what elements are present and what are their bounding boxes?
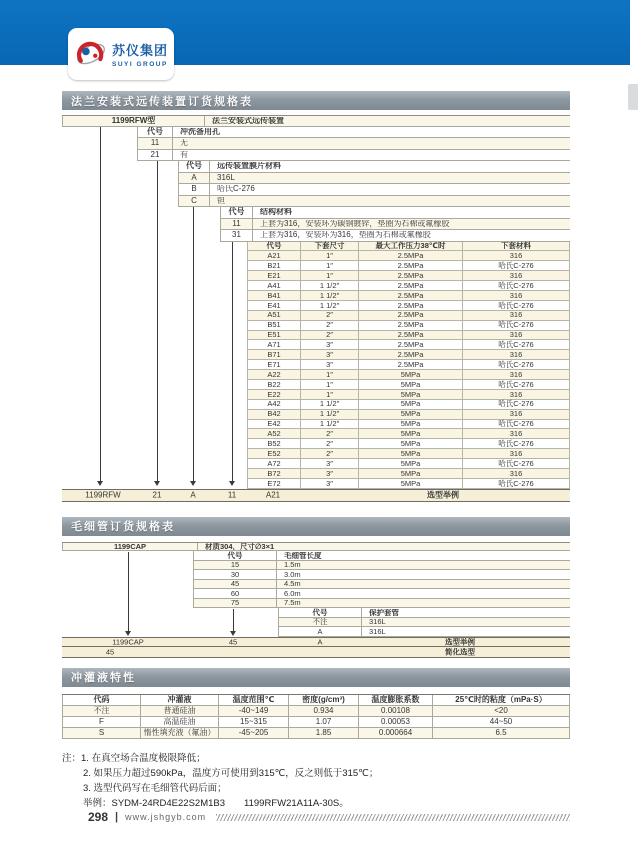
- table-row: [62, 717, 570, 728]
- table-header-row: [62, 695, 570, 706]
- material-cell: 316: [462, 390, 570, 399]
- table-row: [247, 331, 570, 341]
- section1-title-bar: 法兰安装式远传装置订货规格表: [62, 91, 570, 110]
- option-code-cell: 不注: [278, 618, 362, 627]
- pressure-cell: 5MPa: [358, 429, 462, 438]
- size-cell: 1 1/2″: [300, 400, 358, 409]
- material-cell: 哈氏C-276: [462, 439, 570, 448]
- pressure-cell: 5MPa: [358, 479, 462, 488]
- option-code-cell: 15: [193, 561, 277, 570]
- model-desc-cell: 法兰安装式远传装置: [212, 116, 284, 125]
- code-cell: 不注: [62, 706, 140, 716]
- footer-hatch-rule: [216, 814, 570, 821]
- tree-option-row: [193, 589, 570, 599]
- expansion-cell: 0.00108: [358, 706, 432, 716]
- size-cell: 2″: [300, 439, 358, 448]
- table-row: [247, 449, 570, 459]
- capillary-order-tree: [62, 542, 570, 658]
- logo-chinese-name: 苏仪集团: [112, 43, 169, 58]
- size-cell: 1″: [300, 271, 358, 280]
- table-row: [247, 380, 570, 390]
- tree-option-row: [178, 173, 570, 185]
- pressure-cell: 5MPa: [358, 439, 462, 448]
- code-cell: A41: [247, 281, 300, 290]
- tree-option-row: [278, 618, 570, 628]
- table-row: [247, 469, 570, 479]
- tree-option-row: [178, 196, 570, 208]
- code-cell: B72: [247, 469, 300, 478]
- size-cell: 1 1/2″: [300, 281, 358, 290]
- fluid-cell: 普通硅油: [140, 706, 218, 716]
- material-cell: 316: [462, 429, 570, 438]
- pressure-cell: 5MPa: [358, 469, 462, 478]
- group-name-cell: 远传装置膜片材料: [217, 162, 281, 171]
- table-row: [247, 439, 570, 449]
- code-label-cell: 代号: [220, 207, 253, 218]
- code-cell: E21: [247, 271, 300, 280]
- tree-option-row: [220, 219, 570, 231]
- simplified-label: 简化选型: [445, 647, 475, 657]
- option-desc-cell: 316L: [369, 627, 386, 636]
- logo: [68, 28, 174, 80]
- example-label: 选型举例: [427, 490, 459, 500]
- code-cell: E52: [247, 449, 300, 458]
- notes-block: [62, 751, 570, 811]
- code-label-cell: 代号: [278, 608, 362, 617]
- model-code-cell: 1199CAP: [62, 543, 198, 551]
- table-row: [247, 400, 570, 410]
- model-row: [62, 115, 570, 127]
- option-desc-cell: 上套为316，安装环为碳钢镀锌，垫圈为石棉或氟橡胶: [260, 219, 450, 228]
- code-cell: E72: [247, 479, 300, 488]
- page-content: [62, 91, 570, 811]
- size-cell: 1 1/2″: [300, 301, 358, 310]
- page-footer: [88, 810, 570, 824]
- size-cell: 2″: [300, 321, 358, 330]
- section2-title-bar: 毛细管订货规格表: [62, 517, 570, 536]
- viscosity-cell: 6.5: [432, 728, 570, 738]
- pressure-cell: 2.5MPa: [358, 261, 462, 270]
- connector-line: [193, 207, 194, 481]
- option-desc-cell: 7.5m: [284, 599, 301, 607]
- example-value: A21: [265, 490, 281, 500]
- expansion-cell: 0.00053: [358, 717, 432, 727]
- option-code-cell: 75: [193, 599, 277, 608]
- tree-option-row: [137, 138, 570, 150]
- code-cell: A21: [247, 251, 300, 260]
- code-cell: E71: [247, 360, 300, 369]
- code-cell: F: [62, 717, 140, 727]
- example-value: 21: [152, 490, 162, 500]
- example-value: 11: [227, 490, 237, 500]
- down-arrow-icon: [125, 631, 131, 636]
- code-cell: B52: [247, 439, 300, 448]
- pressure-cell: 2.5MPa: [358, 251, 462, 260]
- header-cell: 冲灌液: [140, 695, 218, 705]
- header-cell: 最大工作压力38℃时: [358, 242, 462, 251]
- header-cell: 代码: [62, 695, 140, 705]
- connector-line: [128, 552, 129, 631]
- example-value: A: [190, 490, 196, 500]
- tree-option-row: [137, 150, 570, 162]
- table-row: [247, 251, 570, 261]
- density-cell: 1.07: [288, 717, 358, 727]
- pressure-cell: 2.5MPa: [358, 360, 462, 369]
- header-cell: 25℃时的粘度（mPa·S）: [432, 695, 570, 705]
- logo-english-name: SUYI GROUP: [112, 61, 168, 68]
- size-cell: 1 1/2″: [300, 410, 358, 419]
- connector-line: [232, 242, 233, 481]
- pressure-cell: 5MPa: [358, 410, 462, 419]
- expansion-cell: 0.000664: [358, 728, 432, 738]
- table-row: [247, 340, 570, 350]
- material-cell: 316: [462, 350, 570, 359]
- material-cell: 316: [462, 271, 570, 280]
- table-row: [247, 291, 570, 301]
- option-code-cell: 11: [220, 219, 253, 230]
- note-line: 2. 如果压力超过590kPa，温度方可使用到315℃，反之则低于315℃；: [83, 767, 379, 779]
- table-header-row: [247, 242, 570, 252]
- option-desc-cell: 3.0m: [284, 570, 301, 579]
- code-cell: E42: [247, 420, 300, 429]
- code-cell: A51: [247, 311, 300, 320]
- size-cell: 3″: [300, 360, 358, 369]
- code-label-cell: 代号: [137, 127, 173, 138]
- material-cell: 316: [462, 291, 570, 300]
- group-name-cell: 毛细管长度: [284, 551, 322, 560]
- density-cell: 1.85: [288, 728, 358, 738]
- code-cell: B21: [247, 261, 300, 270]
- logo-text: [112, 40, 168, 68]
- material-cell: 哈氏C-276: [462, 340, 570, 349]
- table-row: [62, 728, 570, 739]
- section3-title-bar: 冲灌液特性: [62, 668, 570, 687]
- temp-range-cell: -40~149: [218, 706, 288, 716]
- size-cell: 2″: [300, 331, 358, 340]
- group-name-cell: 冲洗备用孔: [180, 127, 220, 136]
- table-row: [247, 370, 570, 380]
- option-code-cell: A: [278, 627, 362, 636]
- size-cell: 1″: [300, 380, 358, 389]
- material-cell: 316: [462, 331, 570, 340]
- material-cell: 哈氏C-276: [462, 261, 570, 270]
- code-cell: B71: [247, 350, 300, 359]
- header-cell: 温度范围℃: [218, 695, 288, 705]
- pressure-cell: 5MPa: [358, 459, 462, 468]
- material-cell: 哈氏C-276: [462, 400, 570, 409]
- size-cell: 2″: [300, 449, 358, 458]
- code-label-cell: 代号: [193, 551, 277, 560]
- option-code-cell: 31: [220, 230, 253, 241]
- pressure-cell: 5MPa: [358, 449, 462, 458]
- material-cell: 316: [462, 469, 570, 478]
- table-row: [247, 271, 570, 281]
- fluid-cell: 惰性填充液（氟油）: [140, 728, 218, 738]
- example-value: 1199CAP: [112, 637, 144, 647]
- pressure-cell: 2.5MPa: [358, 350, 462, 359]
- table-row: [247, 281, 570, 291]
- size-cell: 3″: [300, 340, 358, 349]
- code-cell: B42: [247, 410, 300, 419]
- note-line: 3. 选型代码写在毛细管代码后面；: [83, 782, 227, 794]
- size-cell: 1 1/2″: [300, 291, 358, 300]
- code-cell: A42: [247, 400, 300, 409]
- pressure-cell: 2.5MPa: [358, 340, 462, 349]
- material-cell: 316: [462, 449, 570, 458]
- pressure-cell: 2.5MPa: [358, 311, 462, 320]
- group-name-cell: 结构材料: [260, 208, 292, 217]
- material-cell: 316: [462, 311, 570, 320]
- model-desc-cell: 材质304，尺寸∅3×1: [205, 542, 275, 551]
- selection-example-row: [62, 489, 570, 502]
- tree-header-row: [220, 207, 570, 219]
- material-cell: 哈氏C-276: [462, 459, 570, 468]
- table-row: [247, 350, 570, 360]
- note-line: [62, 751, 570, 766]
- material-cell: 哈氏C-276: [462, 281, 570, 290]
- pressure-cell: 5MPa: [358, 420, 462, 429]
- example-value: A: [317, 637, 323, 647]
- suyi-logo-icon: [74, 37, 108, 71]
- material-cell: 哈氏C-276: [462, 420, 570, 429]
- tree-option-row: [193, 599, 570, 609]
- selection-example-row: [62, 637, 570, 648]
- material-cell: 哈氏C-276: [462, 479, 570, 488]
- simplified-selection-row: [62, 647, 570, 658]
- page-number: 298: [88, 810, 109, 824]
- tree-header-row: [193, 551, 570, 561]
- note-line: 举例：SYDM-24RD4E22S2M1B3 1199RFW21A11A-30S。: [83, 797, 349, 809]
- table-row: [247, 321, 570, 331]
- material-cell: 316: [462, 410, 570, 419]
- code-label-cell: 代号: [178, 161, 210, 172]
- material-cell: 316: [462, 370, 570, 379]
- table-row: [247, 301, 570, 311]
- pressure-cell: 2.5MPa: [358, 321, 462, 330]
- viscosity-cell: 44~50: [432, 717, 570, 727]
- size-cell: 1 1/2″: [300, 420, 358, 429]
- model-code-cell: 1199RFW型: [62, 116, 205, 126]
- table-row: [247, 429, 570, 439]
- tree-option-row: [178, 184, 570, 196]
- header-cell: 温度膨胀系数: [358, 695, 432, 705]
- option-desc-cell: 4.5m: [284, 580, 301, 588]
- code-cell: A71: [247, 340, 300, 349]
- table-row: [247, 360, 570, 370]
- down-arrow-icon: [97, 481, 103, 486]
- model-row: [62, 542, 570, 552]
- temp-range-cell: -45~205: [218, 728, 288, 738]
- example-value: 45: [228, 637, 238, 647]
- table-row: [247, 459, 570, 469]
- size-cell: 2″: [300, 429, 358, 438]
- website-url: www.jshgyb.com: [125, 812, 207, 822]
- group-name-cell: 保护套管: [369, 608, 399, 617]
- header-cell: 密度(g/cm³): [288, 695, 358, 705]
- option-code-cell: 21: [137, 150, 173, 161]
- size-cell: 1″: [300, 251, 358, 260]
- table-row: [247, 420, 570, 430]
- code-cell: E41: [247, 301, 300, 310]
- option-desc-cell: 哈氏C-276: [217, 185, 255, 194]
- tree-option-row: [278, 627, 570, 637]
- header-cell: 代号: [247, 242, 300, 251]
- fluid-cell: 高温硅油: [140, 717, 218, 727]
- size-cell: 1″: [300, 261, 358, 270]
- option-code-cell: 30: [193, 570, 277, 579]
- option-desc-cell: 钽: [217, 196, 225, 205]
- header-cell: 下套尺寸: [300, 242, 358, 251]
- material-cell: 316: [462, 251, 570, 260]
- down-arrow-icon: [190, 481, 196, 486]
- pressure-cell: 2.5MPa: [358, 271, 462, 280]
- down-arrow-icon: [229, 481, 235, 486]
- option-code-cell: 60: [193, 589, 277, 598]
- material-cell: 哈氏C-276: [462, 380, 570, 389]
- note-prefix: 注：: [62, 752, 82, 764]
- size-cell: 3″: [300, 459, 358, 468]
- code-cell: A72: [247, 459, 300, 468]
- tree-header-row: [178, 161, 570, 173]
- table-row: [62, 706, 570, 717]
- code-cell: E22: [247, 390, 300, 399]
- example-label: 选型举例: [445, 637, 475, 647]
- example-value: 1199RFW: [85, 490, 121, 500]
- option-desc-cell: 316L: [217, 173, 235, 182]
- size-cell: 1″: [300, 390, 358, 399]
- code-cell: E51: [247, 331, 300, 340]
- size-cell: 3″: [300, 469, 358, 478]
- density-cell: 0.934: [288, 706, 358, 716]
- fill-fluid-table: [62, 694, 570, 739]
- footer-divider: |: [115, 811, 119, 823]
- option-code-cell: B: [178, 184, 210, 195]
- down-arrow-icon: [154, 481, 160, 486]
- lower-housing-table: [247, 242, 570, 489]
- option-desc-cell: 316L: [369, 618, 386, 626]
- simplified-value: 45: [105, 647, 115, 657]
- size-cell: 3″: [300, 479, 358, 488]
- pressure-cell: 5MPa: [358, 370, 462, 379]
- code-cell: B22: [247, 380, 300, 389]
- connector-line: [100, 127, 101, 481]
- tree-option-row: [193, 570, 570, 580]
- tree-header-row: [137, 127, 570, 139]
- option-code-cell: C: [178, 196, 210, 207]
- code-cell: B51: [247, 321, 300, 330]
- pressure-cell: 5MPa: [358, 380, 462, 389]
- connector-line: [233, 609, 234, 631]
- option-desc-cell: 有: [180, 150, 188, 159]
- size-cell: 1″: [300, 370, 358, 379]
- size-cell: 2″: [300, 311, 358, 320]
- size-cell: 3″: [300, 350, 358, 359]
- option-desc-cell: 1.5m: [284, 561, 301, 569]
- flange-order-tree: [62, 115, 570, 502]
- tree-option-row: [193, 580, 570, 590]
- tree-option-row: [193, 561, 570, 571]
- tree-option-row: [220, 230, 570, 242]
- down-arrow-icon: [230, 631, 236, 636]
- pressure-cell: 5MPa: [358, 400, 462, 409]
- page-edge-tab: [628, 84, 638, 110]
- option-code-cell: A: [178, 173, 210, 184]
- code-cell: S: [62, 728, 140, 738]
- material-cell: 哈氏C-276: [462, 360, 570, 369]
- note-text: 1. 在真空场合温度极限降低；: [81, 752, 206, 764]
- pressure-cell: 2.5MPa: [358, 331, 462, 340]
- code-cell: A52: [247, 429, 300, 438]
- code-cell: A22: [247, 370, 300, 379]
- option-desc-cell: 6.0m: [284, 589, 301, 598]
- table-row: [247, 261, 570, 271]
- option-code-cell: 45: [193, 580, 277, 589]
- pressure-cell: 2.5MPa: [358, 281, 462, 290]
- option-desc-cell: 无: [180, 139, 188, 148]
- viscosity-cell: <20: [432, 706, 570, 716]
- code-cell: B41: [247, 291, 300, 300]
- header-cell: 下套材料: [462, 242, 570, 251]
- table-row: [247, 479, 570, 489]
- option-desc-cell: 上套为316，安装环为316，垫圈为石棉或氟橡胶: [260, 231, 431, 240]
- temp-range-cell: 15~315: [218, 717, 288, 727]
- pressure-cell: 2.5MPa: [358, 301, 462, 310]
- material-cell: 哈氏C-276: [462, 321, 570, 330]
- pressure-cell: 2.5MPa: [358, 291, 462, 300]
- pressure-cell: 5MPa: [358, 390, 462, 399]
- option-code-cell: 11: [137, 138, 173, 149]
- connector-line: [157, 161, 158, 481]
- material-cell: 哈氏C-276: [462, 301, 570, 310]
